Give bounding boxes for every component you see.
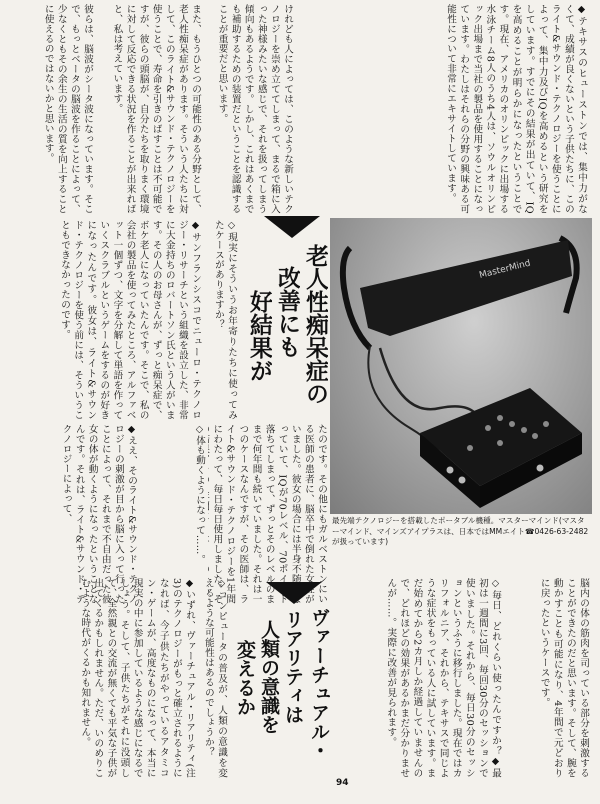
headline-1-line-3: 好結果が	[246, 290, 272, 382]
headline-2-marker	[266, 582, 322, 604]
headline-2-line-2: リアリティは	[282, 610, 304, 724]
headline-marker	[264, 216, 320, 238]
article-text-column-9: ◆ええ、そのライト&サウンド・テクノロジーの刺激が目から脳に入って行ったことによって、それまで不自由だった彼女の体が動くようになったということなんです。それは、ライト&サウンド・テクノロジーによって、	[60, 424, 137, 604]
article-text-column-1: ◆テキサスのヒューストンでは、集中力がなくて、成績が良くないという子供たちに、このライト&サウンド・テクノロジーを使うことによって、集中力及びIQを高めるという研究をしています。すでにその結果が出ていて、IQを高めることが明らかになったということです。現在、アメリカのオリンピックに出場する水泳チーム8人のうち4人は、ソウルオリンピック出場まで当社の製品を使用することになっています。わたしはそれらの分野の興味ある可能性について非常にエキサイトしています。	[445, 4, 587, 214]
headline-2-line-3: 人類の意識を	[258, 620, 280, 734]
article-text-column-7: たのです。その他にもガルベストンにいる医師の患者に、脳卒中で倒れた女性がいました。彼女の場合には半身不随になっていて、IQが70レベル、70ポイント落ちてしまって、ずっとそのレベルのままで何年間も続いていました。それは一つのケースなんですが、その医師は、ライト&サウンド・テクノロジーを1年間にわたって、毎日毎日使用しました。そ	[211, 424, 327, 604]
headline-1-line-1: 老人性痴呆症の	[302, 244, 328, 405]
page-number: 94	[336, 778, 349, 788]
headline-2-line-4: 変えるか	[234, 640, 256, 716]
article-text-column-2: けれども人によっては、このような新しいテクノロジーを崇め立ててしまって、まるで箱に入った神様みたいな感じで、それを扱ってしまう傾向もあるようです。しかし、これはあくまでも補助するための装置だということを認識することが重要だと思います。	[216, 4, 293, 214]
article-text-column-13: ◆いずれ、ヴァーチュアル・リアリティ(注3)のテクノロジーがもっと確立されるようになれば、今子供たちがやっているアタミコン・ゲームが、高度なものになって、本当に現実の中に参加しているような感じになるでしょう。そして、子供たちがそれに没頭して、全然親との交流が無くても平気な子供が出てくるかもしれません。ただ、いのめりこむような時代がくるかも知れません。	[79, 578, 195, 778]
photo-caption: 最先端テクノロジーを搭載したポータブル機種。マスターマインド(マスターマインド、マインズアイプラスは、日本ではMMエイト☎0426-63-2482が扱っています)	[332, 516, 589, 546]
goggles-icon	[360, 240, 572, 336]
goggles-brand-label: MasterMind	[478, 258, 532, 281]
article-text-column-11: ◇毎日、どれくらい使ったんですか？◆最初は一週間に3回、毎回30分のセッションで使いました。それから、毎日30分のセッションというふうに移行しました。現在ではカリフォルニア、それから、テキサスで同じような症状をもっている人に試しています。まだ始めてから2カ月しか経過していませんので、どれほどの効果があるかまだ分かりませんが……。実際に改善が見られます。	[385, 578, 501, 778]
headline-2-line-1: ヴァーチュアル・	[308, 608, 330, 760]
article-text-column-5: ◇現実にそういうお年寄りたちに使ってみたケースがありますか？	[212, 220, 237, 420]
article-text-column-12: ◇コンピュータの普及が、人類の意識を変えるような可能性はあるのでしょうか？	[202, 578, 227, 778]
article-text-column-6: ◆サンフランシスコでニューロ・テクノロジー・リサーチという組織を設立した、非常に大金持ちのロバートソン氏という人がいます。その人のお母さんが、ずっと痴呆症で、ボケ老人になっていたんです。そこで、私の会社の製品を使ってみたところ、アルファベット一個ずつ、文字を分解して単語を作っていくスクラブルというゲームをするのが好きになったんです。彼女は、ライト&サウンド・テクノロジーを使う前には、そういうこともできなかったのです。	[59, 220, 201, 420]
article-text-column-8: ◇体も動くようになって……。	[194, 424, 205, 565]
article-text-column-3: また、もうひとつの可能性のある分野として、老人性痴呆症があります。そういう人たちに対して、このライト&サウンド・テクノロジーを使うことで、寿命を引きのばすことは不可能ですが、彼らの頭脳が、自分たちを取りまく環境に対して反応できる状況を作ることが出来ればと、私は考えています。	[111, 4, 201, 214]
headline-1-line-2: 改善にも	[274, 266, 300, 358]
product-photo	[330, 218, 592, 514]
article-text-column-10: 脳内の体の筋肉を司っている部分を刺激することができたのだと思います。そして、腕を動かすことも可能になり、4年間で元どおりに戻ったというケースです。	[538, 578, 589, 778]
mastermind-device-illustration	[330, 218, 592, 514]
article-text-column-4: 彼らは、脳波がシータ波になっています。そこで、もっとベータの脳波を作ることによって、少なくともその余生の生活の質を向上することに使えるのではないかと思います。	[42, 4, 93, 214]
